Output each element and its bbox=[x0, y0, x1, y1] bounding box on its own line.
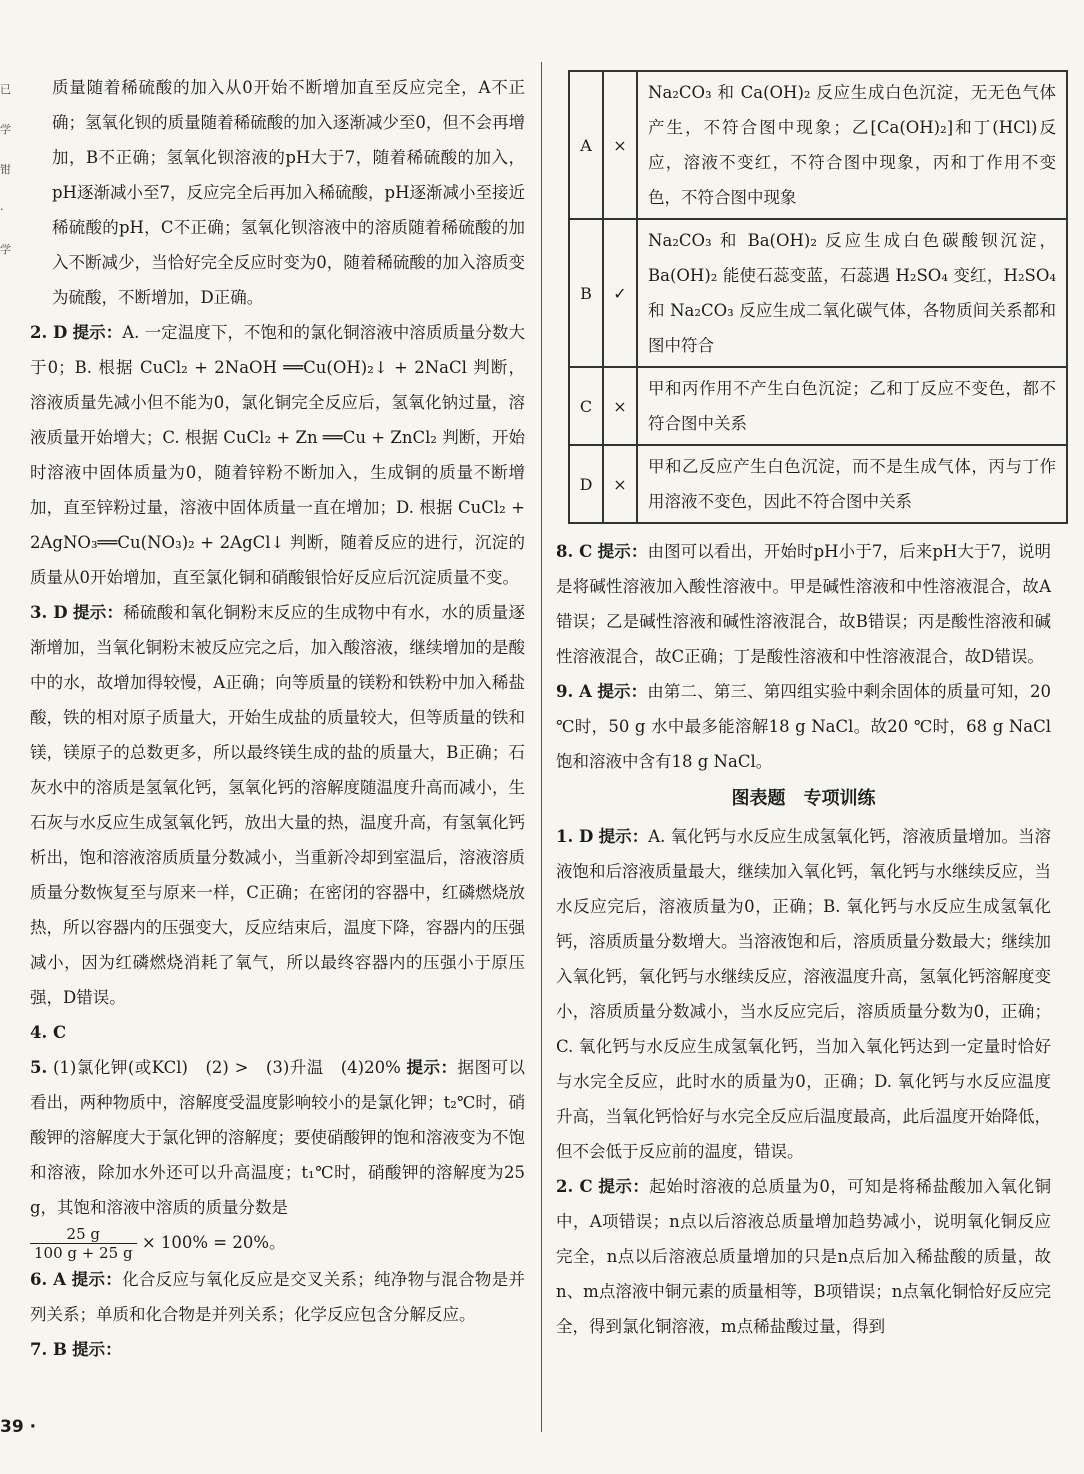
answer-5-formula bbox=[30, 1225, 525, 1262]
hint-label: 提示： bbox=[597, 682, 648, 701]
section-answer-1 bbox=[556, 819, 1051, 1169]
hint-label: 提示： bbox=[406, 1058, 458, 1077]
fraction bbox=[30, 1225, 137, 1262]
answer-number: 8. C bbox=[556, 542, 593, 561]
table-option: A bbox=[569, 71, 603, 219]
table-desc: Na₂CO₃ 和 Ba(OH)₂ 反应生成白色碳酸钡沉淀，Ba(OH)₂ 能使石蕊变蓝，石蕊遇 H₂SO₄ 变红，H₂SO₄ 和 Na₂CO₃ 反应生成二氧化碳气体，各物质间关系都和图中符合 bbox=[637, 219, 1067, 367]
answer-number: 1. D bbox=[556, 827, 594, 846]
hint-text: 起始时溶液的总质量为0，可知是将稀盐酸加入氧化铜中，A项错误；n点以后溶液总质量增加趋势减小，说明氧化铜反应完全，n点以后溶液总质量增加的只是n点后加入稀盐酸的质量，故n、m点溶液中铜元素的质量相等，B项错误；n点氧化铜恰好反应完全，得到氯化铜溶液，m点稀盐酸过量，得到 bbox=[556, 1177, 1051, 1336]
answer-3 bbox=[30, 595, 525, 1015]
edge-mark: 学 bbox=[0, 243, 11, 256]
answer-7 bbox=[30, 1332, 525, 1367]
left-column bbox=[30, 70, 525, 1367]
answer-4: 4. C bbox=[30, 1023, 67, 1042]
hint-text: A. 一定温度下，不饱和的氯化铜溶液中溶质质量分数大于0；B. 根据 CuCl₂ + 2NaOH ══Cu(OH)₂↓ + 2NaCl 判断，溶液质量先减小但不能为0，氯化铜完全反应后，氢氧化钠过量，溶液质量开始增大；C. 根据 CuCl₂ + Zn ══Cu + ZnCl₂ 判断，开始时溶液中固体质量为0，随着锌粉不断加入，生成铜的质量不断增加，直至锌粉过量，溶液中固体质量一直在增加；D. 根据 CuCl₂ + 2AgNO₃══Cu(NO₃)₂ + 2AgCl↓ 判断，随着反应的进行，沉淀的质量从0开始增加，直至氯化铜和硝酸银恰好反应后沉淀质量不变。 bbox=[30, 323, 526, 587]
hint-label: 提示： bbox=[71, 1270, 123, 1289]
hint-text: 据图可以看出，两种物质中，溶解度受温度影响较小的是氯化钾；t₂℃时，硝酸钾的溶解度大于氯化钾的溶解度；要使硝酸钾的饱和溶液变为不饱和溶液，除加水外还可以升高温度；t₁℃时，硝酸钾的溶解度为25 g，其饱和溶液中溶质的质量分数是 bbox=[30, 1058, 526, 1217]
hint-label: 提示： bbox=[598, 1177, 650, 1196]
answer-number: 6. A bbox=[30, 1270, 67, 1289]
hint-text: 化合反应与氧化反应是交叉关系；纯净物与混合物是并列关系；单质和化合物是并列关系；化学反应包含分解反应。 bbox=[30, 1270, 526, 1324]
edge-mark: 学 bbox=[0, 123, 11, 136]
table-row bbox=[569, 445, 1067, 523]
table-mark: × bbox=[603, 445, 637, 523]
table-desc: Na₂CO₃ 和 Ca(OH)₂ 反应生成白色沉淀，无无色气体产生，不符合图中现象；乙[Ca(OH)₂]和丁(HCl)反应，溶液不变红，不符合图中现象，丙和丁作用不变色，不符合图中现象 bbox=[637, 71, 1067, 219]
section-answer-2 bbox=[556, 1169, 1051, 1344]
table-mark: × bbox=[603, 71, 637, 219]
hint-text: 稀硫酸和氧化铜粉末反应的生成物中有水，水的质量逐渐增加，当氧化铜粉末被反应完之后，加入酸溶液，继续增加的是酸中的水，故增加得较慢，A正确；向等质量的镁粉和铁粉中加入稀盐酸，铁的相对原子质量大，开始生成盐的质量较大，但等质量的铁和镁，镁原子的总数更多，所以最终镁生成的盐的质量大，B正确；石灰水中的溶质是氢氧化钙，氢氧化钙的溶解度随温度升高而减小，生石灰与水反应生成氢氧化钙，放出大量的热，温度升高，有氢氧化钙析出，饱和溶液溶质质量分数减小，当重新冷却到室温后，溶液溶质质量分数恢复至与原来一样，C正确；在密闭的容器中，红磷燃烧放热，所以容器内的压强变大，反应结束后，温度下降，容器内的压强减小，因为红磷燃烧消耗了氧气，所以最终容器内的压强小于原压强，D错误。 bbox=[30, 603, 526, 1007]
edge-mark: · bbox=[0, 203, 4, 216]
table-mark: × bbox=[603, 367, 637, 445]
column-divider bbox=[541, 62, 542, 1432]
table-option: C bbox=[569, 367, 603, 445]
answer-number: 3. D bbox=[30, 603, 68, 622]
answer-7-table bbox=[568, 70, 1068, 524]
answer-number: 2. D bbox=[30, 323, 68, 342]
table-row bbox=[569, 71, 1067, 219]
table-option: B bbox=[569, 219, 603, 367]
formula-tail: × 100% = 20%。 bbox=[141, 1233, 286, 1252]
table-row bbox=[569, 367, 1067, 445]
answer-number: 7. B bbox=[30, 1340, 67, 1359]
answer-2 bbox=[30, 315, 525, 595]
hint-text: 由第二、第三、第四组实验中剩余固体的质量可知，20 ℃时，50 g 水中最多能溶解18 g NaCl。故20 ℃时，68 g NaCl饱和溶液中含有18 g NaCl。 bbox=[556, 682, 1052, 771]
hint-label: 提示： bbox=[72, 323, 123, 342]
answer-values: (1)氯化钾(或KCl) (2) > (3)升温 (4)20% bbox=[52, 1058, 401, 1077]
answer-9 bbox=[556, 674, 1051, 779]
hint-text: 由图可以看出，开始时pH小于7，后来pH大于7，说明是将碱性溶液加入酸性溶液中。甲是碱性溶液和中性溶液混合，故A错误；乙是碱性溶液和碱性溶液混合，故B错误；丙是酸性溶液和碱性溶液混合，故C正确；丁是酸性溶液和中性溶液混合，故D错误。 bbox=[556, 542, 1052, 666]
edge-mark: 钳 bbox=[0, 163, 11, 176]
continued-answer: 质量随着稀硫酸的加入从0开始不断增加直至反应完全，A不正确；氢氧化钡的质量随着稀硫酸的加入逐渐减少至0，但不会再增加，B不正确；氢氧化钡溶液的pH大于7，随着稀硫酸的加入，pH逐渐减小至7，反应完全后再加入稀硫酸，pH逐渐减小至接近稀硫酸的pH，C不正确；氢氧化钡溶液中的溶质随着稀硫酸的加入不断减少，当恰好完全反应时变为0，随着稀硫酸的加入溶质变为硫酸，不断增加，D正确。 bbox=[52, 78, 525, 307]
hint-label: 提示： bbox=[598, 827, 649, 846]
table-desc: 甲和丙作用不产生白色沉淀；乙和丁反应不变色，都不符合图中关系 bbox=[637, 367, 1067, 445]
answer-number: 2. C bbox=[556, 1177, 593, 1196]
answer-number: 9. A bbox=[556, 682, 592, 701]
edge-mark: 已 bbox=[0, 83, 11, 96]
answer-number: 5. bbox=[30, 1058, 48, 1077]
table-option: D bbox=[569, 445, 603, 523]
left-edge-marks bbox=[0, 70, 10, 270]
answer-6 bbox=[30, 1262, 525, 1332]
answer-5 bbox=[30, 1050, 525, 1225]
page-number: 39 · bbox=[0, 1417, 37, 1437]
fraction-numerator: 25 g bbox=[30, 1225, 137, 1244]
answer-8 bbox=[556, 534, 1051, 674]
hint-label: 提示： bbox=[72, 1340, 122, 1359]
fraction-denominator: 100 g + 25 g bbox=[34, 1244, 133, 1262]
section-title: 图表题 专项训练 bbox=[731, 788, 876, 809]
hint-label: 提示： bbox=[73, 603, 124, 622]
hint-text: A. 氧化钙与水反应生成氢氧化钙，溶液质量增加。当溶液饱和后溶液质量最大，继续加入氧化钙，氧化钙与水继续反应，当水反应完后，溶液质量为0，正确；B. 氧化钙与水反应生成氢氧化钙，溶质质量分数增大。当溶液饱和后，溶质质量分数最大；继续加入氧化钙，氧化钙与水继续反应，溶液温度升高，氢氧化钙溶解度变小，溶质质量分数减小，当水反应完后，溶质质量分数为0，正确；C. 氧化钙与水反应生成氢氧化钙，当加入氧化钙达到一定量时恰好与水完全反应，此时水的质量为0，正确；D. 氧化钙与水反应温度升高，当氧化钙恰好与水完全反应后温度最高，此后温度开始降低，但不会低于反应前的温度，错误。 bbox=[556, 827, 1052, 1161]
right-column bbox=[556, 70, 1056, 1344]
table-row bbox=[569, 219, 1067, 367]
table-desc: 甲和乙反应产生白色沉淀，而不是生成气体，丙与丁作用溶液不变色，因此不符合图中关系 bbox=[637, 445, 1067, 523]
hint-label: 提示： bbox=[597, 542, 648, 561]
table-mark: ✓ bbox=[603, 219, 637, 367]
